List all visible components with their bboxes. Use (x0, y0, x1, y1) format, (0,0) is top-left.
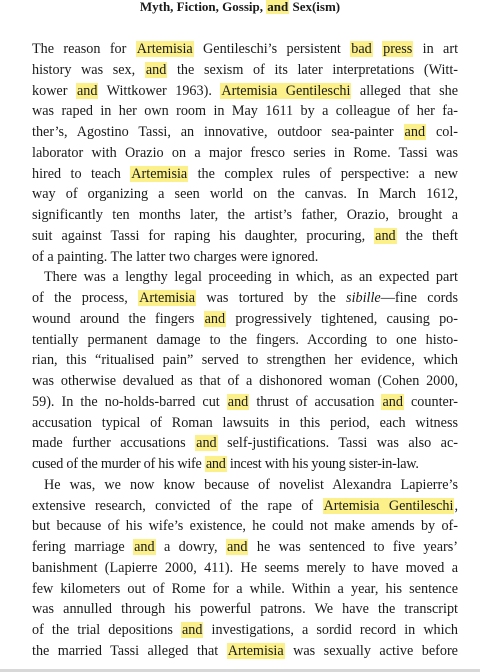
text-line (32, 516, 458, 537)
text-run: made further accusations (32, 435, 196, 452)
highlight: bad (351, 41, 372, 57)
text-run: the theft (396, 227, 458, 244)
running-head-text-1: Myth, Fiction, Gossip, (139, 0, 267, 14)
text-run: of the trial depositions (32, 622, 181, 638)
text-run: wound around the fingers (32, 310, 204, 327)
text-run: There was a lengthy legal proceeding in which, as an expected part (44, 269, 458, 286)
highlight: and (227, 393, 249, 410)
running-head (0, 0, 480, 14)
text-run: he was sentenced to five years’ (248, 539, 458, 555)
text-run: a dowry, (155, 539, 226, 555)
text-line (32, 350, 458, 371)
text-run: but because of his wife’s existence, he could not make amends by of- (32, 518, 458, 535)
text-line (32, 247, 458, 268)
text-line (32, 101, 458, 122)
running-head-text-2: Sex(ism) (289, 0, 341, 14)
text-run: the sexism of its later interpretations (Witt- (167, 61, 458, 78)
highlight: and (375, 227, 396, 244)
text-run: cused of the murder of his wife (32, 456, 205, 472)
text-line (32, 413, 458, 434)
text-run: the complex rules of perspective: a new (188, 165, 458, 182)
text-line (32, 288, 458, 309)
text-line (32, 496, 458, 517)
text-run: few kilometers out of Rome for a while. Within a year, his sentence (32, 580, 458, 597)
highlight: and (76, 82, 98, 99)
text-line (32, 537, 458, 558)
text-run: tentially permanent damage to the fingers. According to one histo- (32, 331, 458, 348)
highlight: Artemisia (139, 290, 196, 306)
text-run: suit against Tassi for raping his daughter, procuring, (32, 227, 375, 244)
text-run: kower (32, 82, 76, 99)
text-run: fering marriage (32, 539, 134, 555)
text-run: was otherwise devalued as that of a dishonored woman (Cohen 2000, (32, 373, 458, 389)
highlight: and (267, 0, 289, 14)
text-run (373, 41, 382, 57)
text-run: significantly ten months later, the artist’s father, Orazio, brought a (32, 207, 458, 223)
text-run: way of organizing a seen world on the canvas. In March 1612, (32, 186, 458, 203)
highlight: and (134, 539, 155, 555)
text-line (32, 392, 458, 413)
text-run: of the process, (32, 290, 139, 306)
text-line (32, 433, 458, 454)
text-run: in art (413, 41, 458, 57)
text-run: counter- (403, 393, 458, 410)
text-run: history was sex, (32, 61, 145, 78)
text-line (32, 330, 458, 351)
text-run: Wittkower 1963). (98, 82, 221, 99)
highlight: and (226, 539, 248, 555)
text-run: the married Tassi alleged that (32, 642, 227, 659)
highlight: and (382, 393, 403, 410)
text-run: accusation typical of Roman lawsuits in this period, each witness (32, 414, 458, 431)
text-line (32, 143, 458, 164)
text-line (32, 226, 458, 247)
highlight: and (196, 435, 217, 452)
text-line (32, 81, 458, 102)
text-run: He was, we now know because of novelist Alexandra Lapierre’s (44, 476, 458, 493)
highlight: press (383, 41, 413, 57)
highlight: Artemisia Gentileschi (323, 497, 454, 514)
text-run: was annulled through his powerful patrons. We have the transcript (32, 601, 458, 618)
highlight: and (181, 622, 203, 638)
highlight: Artemisia (136, 41, 193, 57)
text-run: col- (426, 124, 458, 140)
text-run: hired to teach (32, 165, 131, 182)
text-run: progressively tightened, causing po- (226, 310, 458, 327)
italic-term: sibille (346, 290, 381, 306)
text-run: ther’s, Agostino Tassi, an innovative, outdoor sea-painter (32, 124, 404, 140)
text-run: 59). In the no-holds-barred cut (32, 393, 227, 410)
text-run: was sexually active before (284, 642, 458, 659)
text-line (32, 122, 458, 143)
text-run: was raped in her own room in May 1611 by a colleague of her fa- (32, 103, 458, 120)
text-line (32, 164, 458, 185)
text-run: laborator with Orazio on a major fresco series in Rome. Tassi was (32, 144, 458, 161)
text-run: banishment (Lapierre 2000, 411). He seems merely to have moved a (32, 559, 458, 576)
text-run: Gentileschi’s persistent (193, 41, 351, 57)
text-run: , (454, 497, 458, 514)
text-line (32, 267, 458, 288)
highlight: and (204, 310, 226, 327)
text-run: alleged that she (351, 82, 458, 99)
text-line (32, 39, 458, 60)
text-line (32, 184, 458, 205)
text-run: incest with his young sister-in-law. (226, 456, 419, 472)
highlight: and (404, 124, 426, 140)
text-run: extensive research, convicted of the rape of (32, 497, 323, 514)
text-line (32, 579, 458, 600)
text-line (32, 641, 458, 662)
text-line (32, 454, 458, 475)
text-line (32, 371, 458, 392)
text-line (32, 309, 458, 330)
highlight: Artemisia Gentileschi (221, 82, 351, 99)
highlight: Artemisia (131, 165, 188, 182)
body-text (32, 39, 458, 662)
text-run: rian, this “ritualised pain” served to strengthen her evidence, which (32, 352, 458, 369)
text-line (32, 558, 458, 579)
highlight: and (205, 456, 226, 472)
text-line (32, 599, 458, 620)
text-run: of a painting. The latter two charges were ignored. (32, 248, 319, 265)
highlight: Artemisia (227, 642, 284, 659)
text-line (32, 60, 458, 81)
text-run: thrust of accusation (249, 393, 382, 410)
text-run: self-justifications. Tassi was also ac- (217, 435, 458, 452)
highlight: and (145, 61, 167, 78)
text-run: —fine cords (380, 290, 458, 306)
text-run: investigations, a sordid record in which (203, 622, 458, 638)
text-run: The reason for (32, 41, 136, 57)
text-line (32, 620, 458, 641)
text-run: was tortured by the (196, 290, 347, 306)
text-line (32, 475, 458, 496)
text-line (32, 205, 458, 226)
